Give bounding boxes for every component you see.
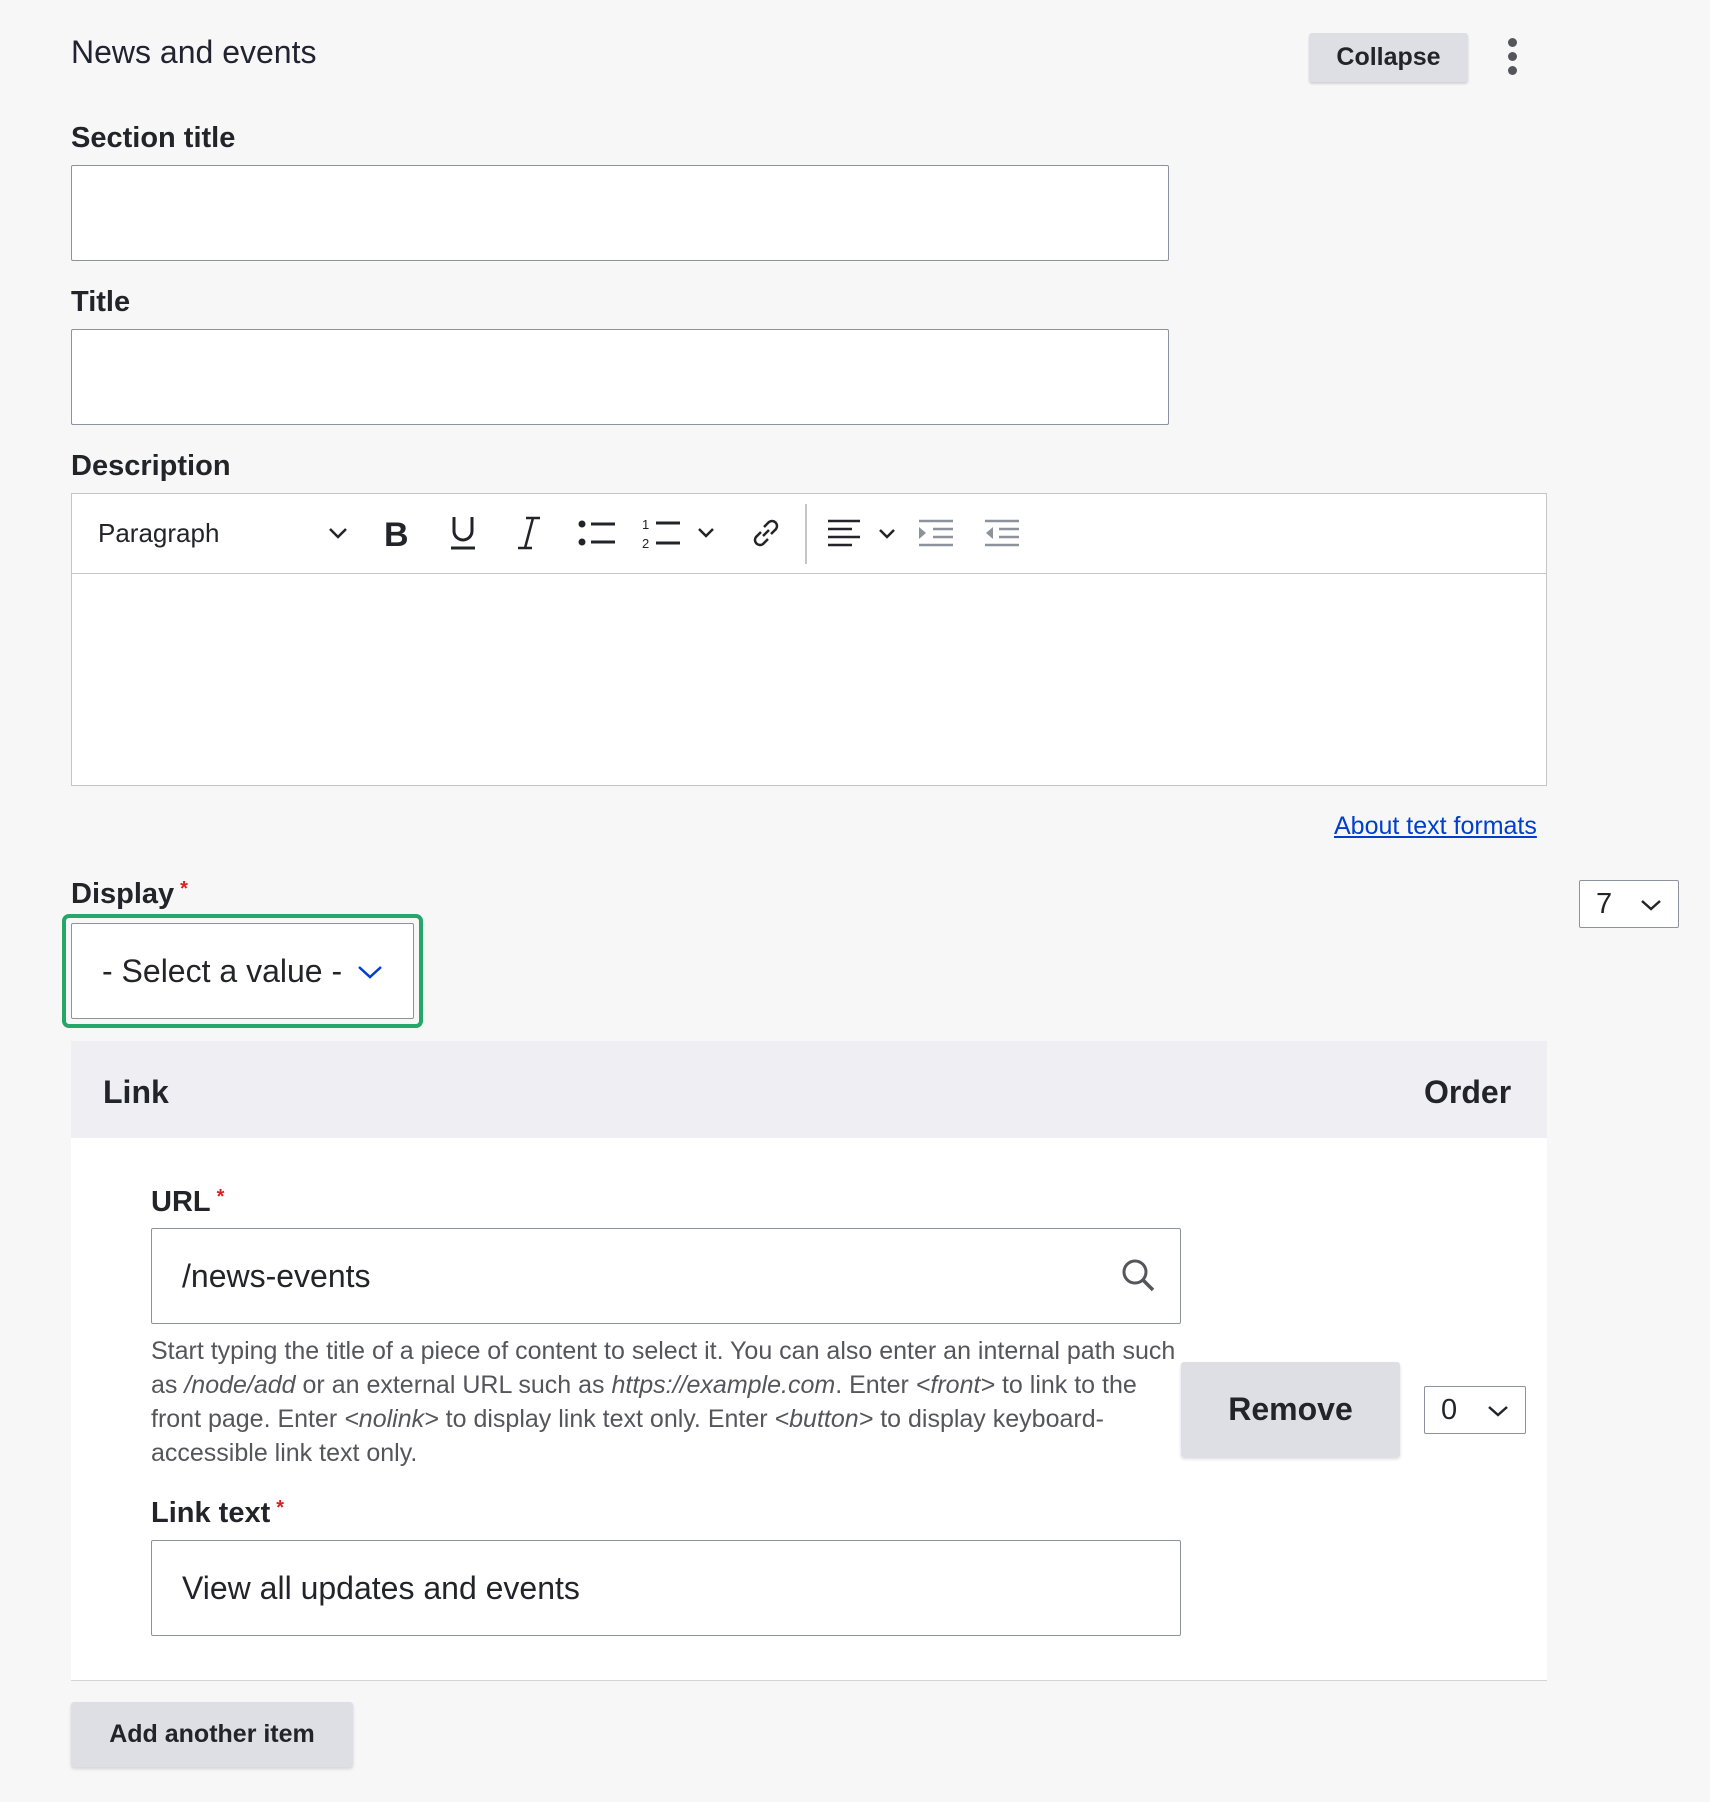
display-label-text: Display — [71, 878, 175, 910]
link-icon[interactable] — [742, 512, 790, 554]
editor-toolbar — [72, 494, 1546, 574]
column-header-order: Order — [1424, 1074, 1512, 1110]
display-label — [71, 878, 188, 911]
url-help-text — [151, 1334, 1181, 1470]
outdent-icon[interactable] — [980, 512, 1024, 554]
more-actions-icon[interactable] — [1505, 38, 1519, 78]
display-weight-value: 7 — [1596, 887, 1613, 920]
help-text-example: <front> — [915, 1371, 996, 1399]
help-text-example: https://example.com — [611, 1371, 836, 1399]
editor-content-area[interactable] — [72, 574, 1546, 785]
required-marker: * — [180, 878, 188, 900]
link-text-input[interactable]: View all updates and events — [151, 1540, 1181, 1636]
link-table-header — [71, 1041, 1547, 1138]
help-text-segment: to display link text only. Enter — [438, 1405, 775, 1433]
toolbar-divider — [805, 504, 807, 564]
description-label: Description — [71, 450, 231, 482]
indent-icon[interactable] — [914, 512, 958, 554]
help-text-segment: to link to the front page. Enter — [151, 1371, 1137, 1433]
section-title-label: Section title — [71, 122, 236, 154]
help-text-example: <button> — [774, 1405, 874, 1433]
url-label-text: URL — [151, 1186, 211, 1218]
search-icon — [1120, 1257, 1156, 1293]
svg-text:B: B — [384, 516, 409, 550]
help-text-example: <nolink> — [344, 1405, 439, 1433]
chevron-down-icon — [1487, 1404, 1509, 1418]
about-text-formats-link[interactable]: About text formats — [1334, 812, 1537, 840]
remove-button[interactable]: Remove — [1181, 1362, 1400, 1457]
help-text-example: /node/add — [184, 1371, 296, 1399]
add-another-item-button[interactable]: Add another item — [71, 1702, 353, 1767]
display-weight-select[interactable] — [1579, 880, 1679, 928]
align-left-icon[interactable] — [824, 512, 904, 554]
url-label — [151, 1186, 224, 1219]
section-title-input[interactable] — [71, 165, 1169, 261]
paragraph-format-label: Paragraph — [98, 517, 220, 548]
link-text-label-text: Link text — [151, 1497, 271, 1529]
help-text-segment: Start typing the title of a piece of content to select it. You can also enter an internal path such as — [151, 1337, 1176, 1399]
paragraph-format-select[interactable] — [98, 512, 348, 554]
bold-icon[interactable] — [372, 512, 420, 554]
svg-text:1: 1 — [642, 517, 650, 532]
order-select-value: 0 — [1441, 1393, 1458, 1426]
link-text-label — [151, 1497, 284, 1530]
help-text-segment: or an external URL such as — [295, 1371, 612, 1399]
panel-title: News and events — [71, 34, 317, 70]
display-select[interactable] — [71, 923, 414, 1019]
required-marker: * — [216, 1186, 225, 1208]
title-label: Title — [71, 286, 131, 318]
url-input[interactable] — [151, 1228, 1181, 1324]
italic-icon[interactable] — [505, 512, 553, 554]
order-select[interactable] — [1424, 1386, 1526, 1434]
collapse-button[interactable]: Collapse — [1309, 33, 1468, 82]
title-input[interactable] — [71, 329, 1169, 425]
bulleted-list-icon[interactable] — [570, 512, 624, 554]
chevron-down-icon — [328, 526, 348, 540]
chevron-down-icon — [1640, 898, 1662, 912]
help-text-segment: to display keyboard-accessible link text only. — [151, 1405, 1104, 1467]
chevron-down-icon — [357, 964, 383, 980]
svg-text:2: 2 — [642, 536, 650, 550]
required-marker: * — [276, 1497, 285, 1519]
numbered-list-icon[interactable] — [637, 512, 727, 554]
url-input-value: /news-events — [182, 1257, 371, 1294]
help-text-segment: . Enter — [835, 1371, 916, 1399]
column-header-link: Link — [103, 1074, 169, 1110]
display-select-value: - Select a value - — [102, 952, 343, 989]
description-editor[interactable] — [71, 493, 1547, 786]
underline-icon[interactable] — [439, 512, 487, 554]
